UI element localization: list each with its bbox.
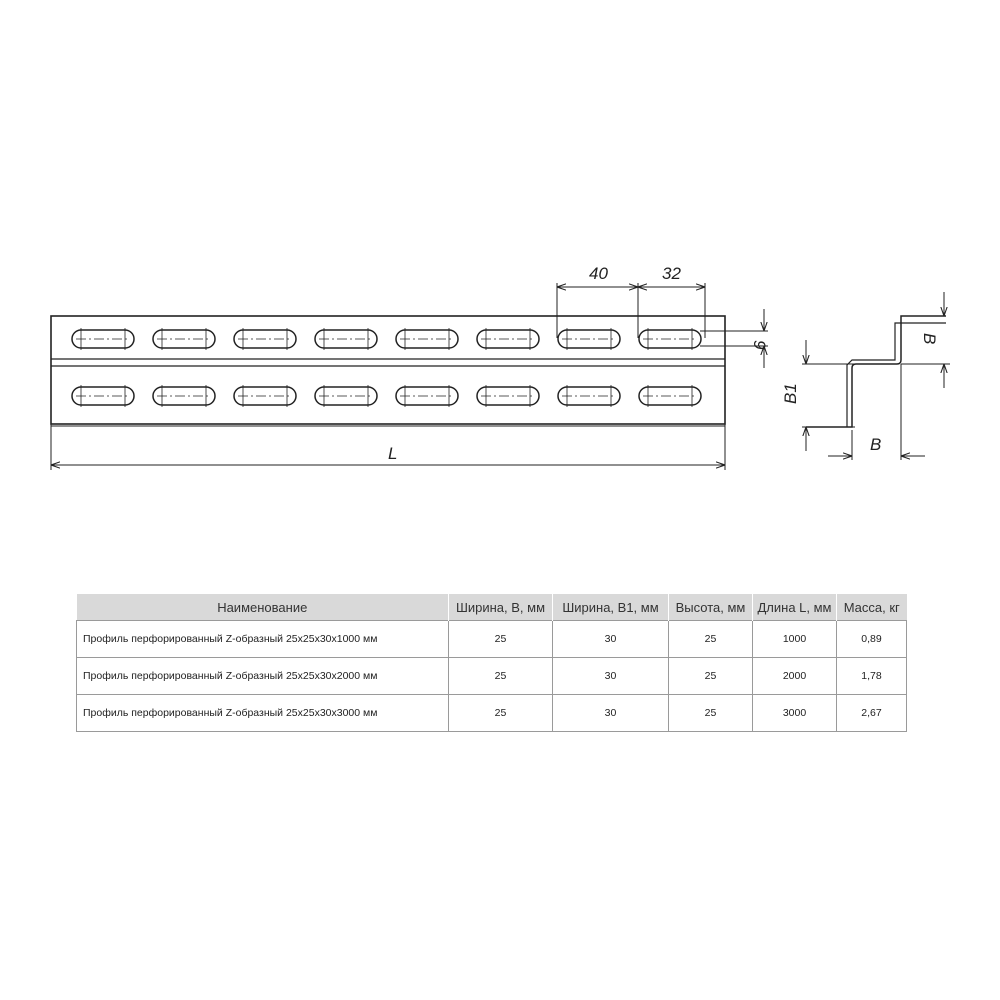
cell-height: 25 <box>669 695 753 732</box>
dim-label-flange-bottom: B <box>870 435 882 454</box>
slot-hole <box>477 328 539 350</box>
header-height: Высота, мм <box>669 594 753 621</box>
slot-hole <box>396 385 458 407</box>
table-row <box>77 658 907 695</box>
header-name: Наименование <box>77 594 449 621</box>
header-width-b1: Ширина, В1, мм <box>553 594 669 621</box>
front-view <box>51 316 725 426</box>
slot-hole <box>315 328 377 350</box>
cell-width-b: 25 <box>449 621 553 658</box>
table-row <box>77 621 907 658</box>
cell-width-b1: 30 <box>553 658 669 695</box>
cell-mass: 2,67 <box>837 695 907 732</box>
cell-length: 1000 <box>753 621 837 658</box>
cell-name: Профиль перфорированный Z-образный 25х25х30х1000 мм <box>77 621 449 658</box>
slot-hole <box>477 385 539 407</box>
slot-hole <box>639 385 701 407</box>
slot-hole <box>234 385 296 407</box>
cell-height: 25 <box>669 621 753 658</box>
slot-rows <box>72 328 701 407</box>
dim-label-height: B1 <box>781 383 800 404</box>
table-row <box>77 695 907 732</box>
slot-hole <box>234 328 296 350</box>
dim-label-length: L <box>388 444 398 463</box>
cell-length: 3000 <box>753 695 837 732</box>
slot-hole <box>72 328 134 350</box>
cell-width-b1: 30 <box>553 695 669 732</box>
slot-hole <box>72 385 134 407</box>
dim-label-slot-width: 9 <box>750 340 769 350</box>
cell-width-b: 25 <box>449 695 553 732</box>
table-header-row <box>77 594 907 621</box>
specification-table <box>76 594 907 732</box>
dim-label-pitch: 40 <box>589 264 608 283</box>
cell-width-b: 25 <box>449 658 553 695</box>
slot-hole <box>153 385 215 407</box>
slot-hole <box>153 328 215 350</box>
cell-mass: 1,78 <box>837 658 907 695</box>
slot-hole <box>639 328 701 350</box>
header-mass: Масса, кг <box>837 594 907 621</box>
cell-width-b1: 30 <box>553 621 669 658</box>
dim-label-flange-top: B <box>920 333 939 345</box>
profile-outline <box>51 316 725 424</box>
header-length: Длина L, мм <box>753 594 837 621</box>
cell-name: Профиль перфорированный Z-образный 25х25х30х3000 мм <box>77 695 449 732</box>
slot-hole <box>558 328 620 350</box>
dim-label-slot-length: 32 <box>662 264 681 283</box>
cell-length: 2000 <box>753 658 837 695</box>
slot-hole <box>315 385 377 407</box>
slot-hole <box>396 328 458 350</box>
cell-mass: 0,89 <box>837 621 907 658</box>
header-width-b: Ширина, В, мм <box>449 594 553 621</box>
slot-hole <box>558 385 620 407</box>
cell-height: 25 <box>669 658 753 695</box>
cell-name: Профиль перфорированный Z-образный 25х25х30х2000 мм <box>77 658 449 695</box>
